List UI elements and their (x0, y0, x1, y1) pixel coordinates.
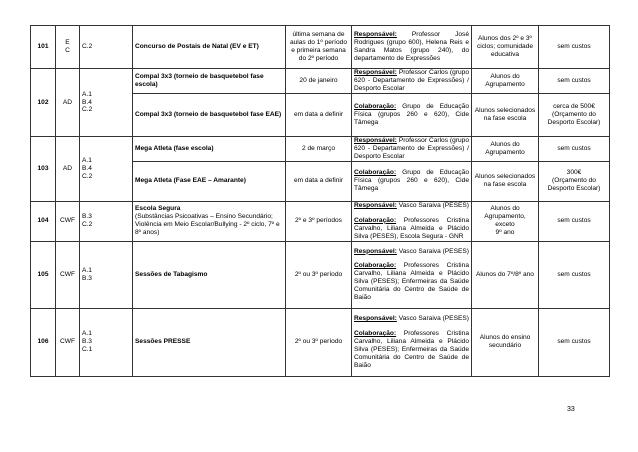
cost-line: sem custos (557, 43, 591, 51)
date-line: 2º ou 3º período (294, 270, 343, 278)
table-row (31, 308, 610, 376)
objectives-cell (80, 308, 133, 376)
audience-line: Alunos dos 2º e 3º (478, 35, 532, 43)
audience-line: Alunos do (490, 205, 520, 213)
responsible-text: Professor José Rodrigues (grupo 600), Helena Reis e Sandra Matos (grupo 240), do departamento de Expressões (354, 31, 469, 62)
responsible-cell (352, 308, 472, 376)
cost-cell (539, 161, 610, 201)
responsible-entry (354, 169, 469, 193)
area-code: AD (62, 164, 73, 172)
date-line: 2º e 3º períodos (295, 217, 342, 225)
responsible-cell (352, 241, 472, 308)
table-row (31, 137, 610, 162)
area-cell (56, 241, 80, 308)
area-code: CWF (59, 217, 75, 225)
responsible-cell (352, 161, 472, 201)
date-cell (286, 161, 352, 201)
responsible-label: Colaboração: (354, 216, 397, 224)
area-code: AD (62, 98, 73, 106)
responsible-text: Vasco Saraiva (PESES) (398, 315, 469, 322)
responsible-text: Vasco Saraiva (PESES) (398, 247, 469, 255)
target-audience-cell (472, 26, 539, 69)
date-line: em data a definir (293, 111, 344, 119)
responsible-text: Grupo de Educação Física (grupos 260 e 620), Cide Tâmega (354, 169, 469, 193)
responsible-entry (354, 137, 469, 161)
cost-line: sem custos (557, 77, 591, 85)
area-code: CWF (59, 338, 75, 346)
target-audience-cell (472, 241, 539, 308)
cost-line: (Orçamento do (552, 177, 596, 185)
area-cell (56, 69, 80, 137)
date-line: última semana de (292, 31, 345, 39)
objective-code: A.1 (82, 330, 92, 338)
activity-name-cell (133, 69, 286, 94)
audience-line: Alunos do (490, 73, 520, 81)
date-cell (286, 26, 352, 69)
responsible-cell (352, 137, 472, 162)
date-cell (286, 241, 352, 308)
responsible-entry (354, 69, 469, 93)
responsible-text: Professores Cristina Carvalho, Liliana Almeida e Plácido Silva (PESES), Escola Segura - GNR (354, 216, 469, 240)
responsible-entry (354, 31, 469, 63)
table-row (31, 241, 610, 308)
activity-name-cell (133, 241, 286, 308)
activity-name: Sessões de Tabagismo (135, 270, 208, 278)
activity-name: Escola Segura (135, 205, 181, 213)
cost-line: sem custos (557, 217, 591, 225)
target-audience-cell (472, 94, 539, 137)
responsible-cell (352, 201, 472, 241)
target-audience-cell (472, 161, 539, 201)
cost-cell (539, 201, 610, 241)
responsible-entry (354, 248, 469, 256)
responsible-label: Colaboração: (354, 262, 397, 270)
area-cell (56, 137, 80, 202)
audience-line: na fase escola (483, 181, 527, 189)
audience-line: 9º ano (495, 229, 515, 237)
responsible-label: Colaboração: (354, 329, 397, 337)
activity-name: Sessões PRESSE (135, 338, 191, 346)
objective-code: C.1 (82, 346, 93, 354)
objectives-cell (80, 241, 133, 308)
activity-number-cell: 102 (31, 69, 56, 137)
cost-line: sem custos (557, 270, 591, 278)
activity-name-cell (133, 161, 286, 201)
activity-detail: (Substâncias Psicoativas – Ensino Secundário; Violência em Meio Escolar/Bullying - 2º ciclo, 7º e 8º anos) (135, 213, 280, 237)
activity-name-cell (133, 94, 286, 137)
objective-code: B.4 (82, 98, 92, 106)
audience-line: educativa (490, 50, 520, 58)
activity-name-cell (133, 308, 286, 376)
activity-number-cell: 103 (31, 137, 56, 202)
responsible-label: Responsável: (354, 315, 397, 322)
target-audience-cell (472, 201, 539, 241)
objective-code: A.1 (82, 157, 92, 164)
target-audience-cell (472, 137, 539, 162)
responsible-entry (354, 315, 469, 323)
cost-line: Desporto Escolar) (547, 118, 601, 126)
date-line: e primeira semana (291, 47, 346, 54)
audience-line: Alunos do 7º/8º ano (476, 270, 534, 278)
audience-line: na fase escola (483, 115, 527, 122)
activity-name: Compal 3x3 (torneio de basquetebol fase escola) (135, 73, 264, 88)
date-line: em data a definir (293, 177, 344, 185)
objective-code: B.4 (82, 164, 92, 172)
table-row (31, 201, 610, 241)
cost-cell (539, 69, 610, 94)
responsible-label: Responsável: (354, 31, 397, 39)
activity-name-cell (133, 26, 286, 69)
page-number: 33 (567, 406, 575, 413)
audience-line: Alunos do ensino (479, 334, 531, 342)
cost-cell (539, 94, 610, 137)
responsible-text: Professores Cristina Carvalho, Liliana Almeida e Plácido Silva (PESES); Enfermeiras da Saúde Comunitária do Centro de Saúde de Baião (354, 262, 469, 302)
responsible-label: Responsável: (354, 201, 397, 209)
date-line: aulas do 1º período (289, 39, 348, 47)
activities-table (30, 25, 610, 377)
area-code: E (65, 39, 70, 47)
audience-line: secundário (488, 342, 522, 350)
audience-line: Alunos selecionados (474, 173, 536, 181)
date-line: 2º ou 3º período (294, 338, 343, 346)
activities-table-body (31, 26, 610, 377)
objective-code: A.1 (82, 90, 92, 98)
cost-line: sem custos (557, 338, 591, 346)
target-audience-cell (472, 69, 539, 94)
date-cell (286, 308, 352, 376)
date-line: do 2º período (298, 54, 339, 62)
date-cell (286, 201, 352, 241)
audience-line: Agrupamento, exceto (484, 213, 526, 229)
activity-name: Compal 3x3 (torneio de basquetebol fase EAE) (135, 111, 282, 119)
responsible-text: Grupo de Educação Física (grupos 260 e 620), Cide Tâmega (354, 103, 469, 126)
activity-number-cell: 101 (31, 26, 56, 69)
area-code: C (65, 47, 70, 54)
responsible-entry (354, 103, 469, 127)
cost-cell (539, 137, 610, 162)
responsible-cell (352, 26, 472, 69)
cost-cell (539, 308, 610, 376)
objectives-cell (80, 69, 133, 137)
responsible-text: Professor Carlos (grupo 620 - Departamento de Expressões) / Desporto Escolar (354, 69, 469, 92)
audience-line: Alunos do (490, 140, 520, 148)
activity-name-cell (133, 201, 286, 241)
activity-name-cell (133, 137, 286, 162)
objectives-cell (80, 137, 133, 202)
responsible-label: Responsável: (354, 137, 397, 144)
audience-line: Agrupamento (485, 81, 525, 88)
cost-line: 300€ (566, 169, 582, 177)
responsible-text: Professores Cristina Carvalho, Liliana Almeida e Plácido Silva (PESES); Enfermeiras da Saúde Comunitária do Centro de Saúde de Baião (354, 329, 469, 369)
responsible-label: Colaboração: (354, 169, 397, 177)
objective-code: B.3 (82, 213, 92, 221)
responsible-entry (354, 217, 469, 241)
objectives-cell (80, 26, 133, 69)
cost-line: Desporto Escolar) (547, 185, 601, 193)
objectives-cell (80, 201, 133, 241)
responsible-entry (354, 262, 469, 302)
responsible-label: Responsável: (354, 247, 397, 255)
objective-code: C.2 (82, 43, 93, 51)
responsible-label: Responsável: (354, 69, 397, 77)
audience-line: Agrupamento (485, 148, 525, 156)
responsible-entry (354, 202, 469, 210)
responsible-cell (352, 94, 472, 137)
cost-cell (539, 26, 610, 69)
cost-cell (539, 241, 610, 308)
objective-code: C.2 (82, 221, 93, 229)
activity-name: Mega Atleta (fase escola) (135, 144, 214, 152)
cost-line: cerca de 500€ (553, 103, 595, 111)
date-cell (286, 94, 352, 137)
date-line: 20 de janeiro (299, 77, 338, 85)
objective-code: C.2 (82, 172, 93, 180)
target-audience-cell (472, 308, 539, 376)
audience-line: Alunos selecionados (474, 107, 536, 115)
activity-name: Mega Atleta (Fase EAE – Amarante) (135, 177, 246, 185)
cost-line: sem custos (557, 144, 591, 152)
objective-code: C.2 (82, 106, 93, 114)
responsible-text: Professor Carlos (grupo 620 - Departamento de Expressões) / Desporto Escolar (354, 137, 469, 160)
area-cell (56, 308, 80, 376)
cost-line: (Orçamento do (552, 111, 596, 119)
date-cell (286, 69, 352, 94)
activity-name: Concurso de Postais de Natal (EV e ET) (135, 43, 259, 51)
responsible-cell (352, 69, 472, 94)
objective-code: A.1 (82, 266, 92, 274)
responsible-label: Colaboração: (354, 103, 397, 111)
activity-number-cell: 104 (31, 201, 56, 241)
responsible-text: Vasco Saraiva (PESES) (398, 201, 469, 209)
activity-number-cell: 106 (31, 308, 56, 376)
date-cell (286, 137, 352, 162)
table-row (31, 69, 610, 94)
area-cell (56, 26, 80, 69)
table-row (31, 26, 610, 69)
audience-line: ciclos; comunidade (476, 43, 534, 51)
responsible-entry (354, 330, 469, 370)
activity-number-cell: 105 (31, 241, 56, 308)
objective-code: B.3 (82, 274, 92, 282)
objective-code: B.3 (82, 338, 92, 346)
area-cell (56, 201, 80, 241)
date-line: 2 de março (302, 144, 335, 152)
area-code: CWF (59, 270, 75, 278)
